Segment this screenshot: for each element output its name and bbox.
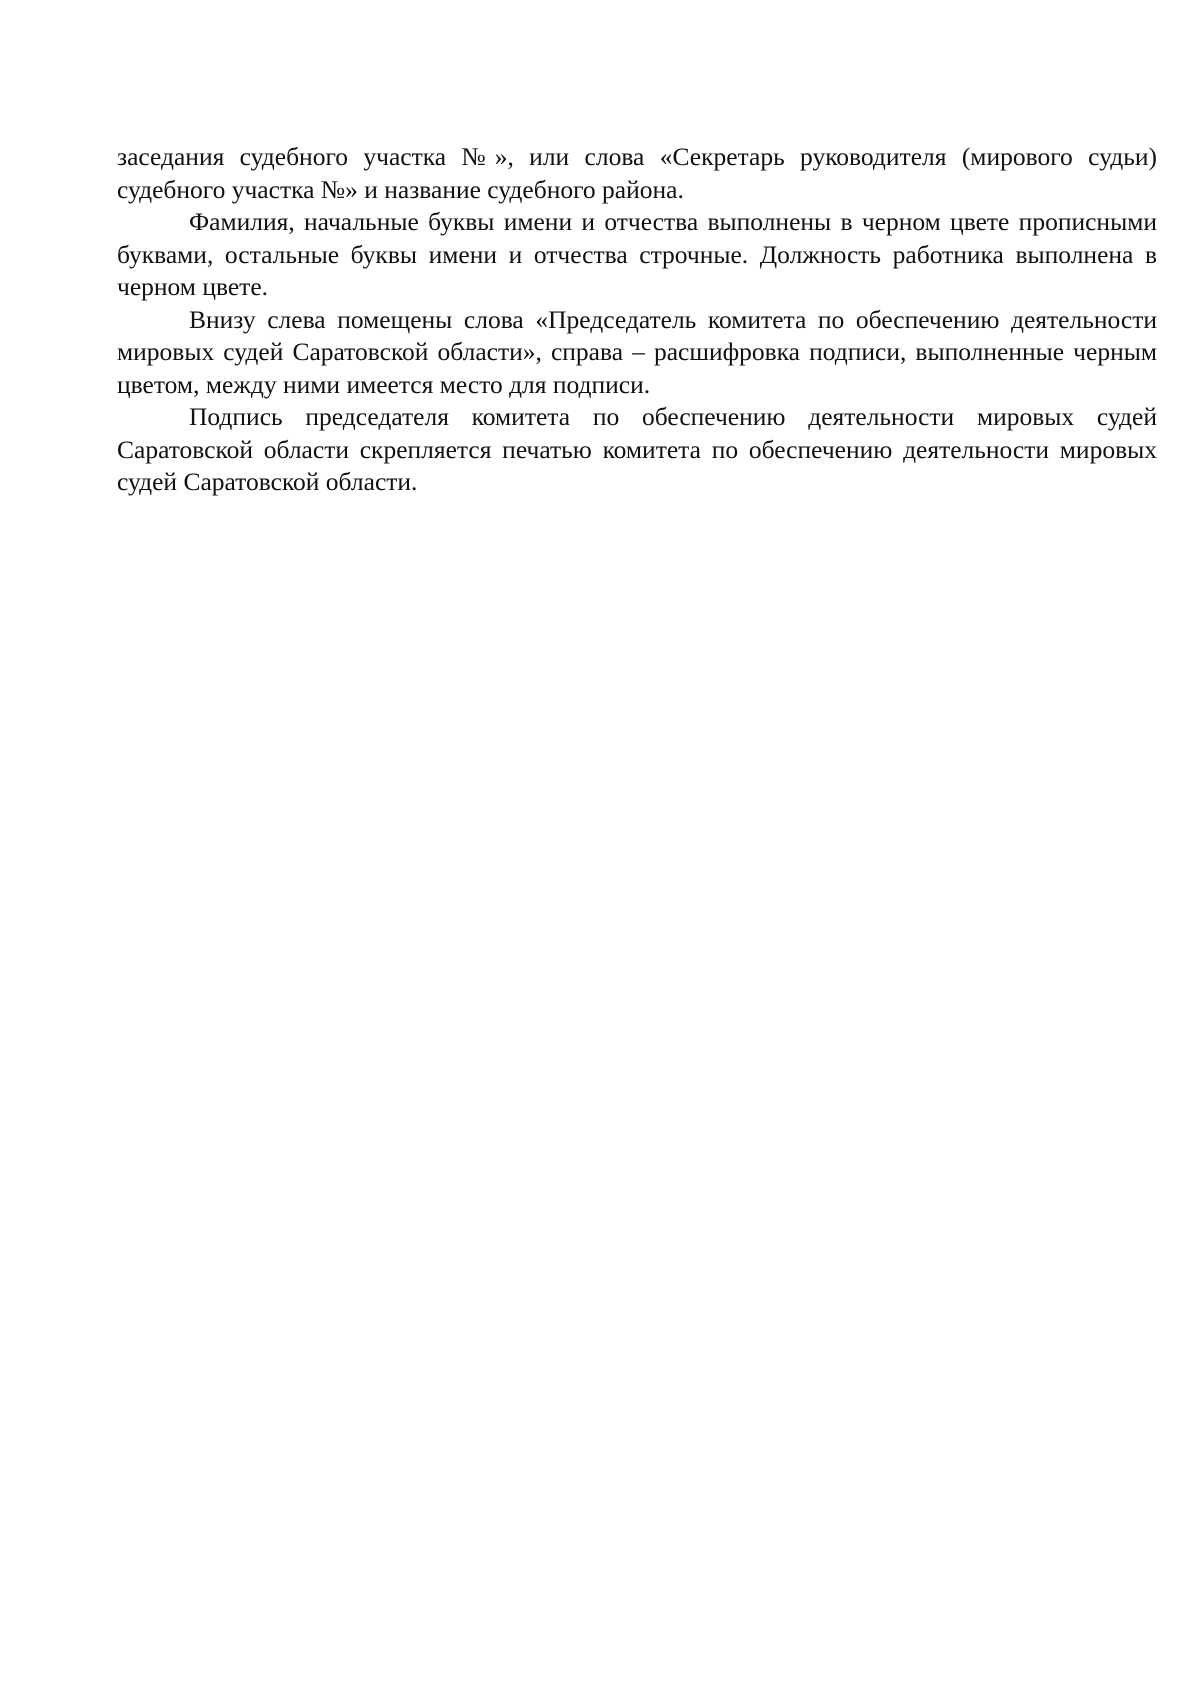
paragraph-continuation: заседания судебного участка №», или слова «Секретарь руководителя (мирового судьи) судебного участка №» и название судебного района. (117, 142, 1157, 204)
document-body (117, 141, 1157, 499)
paragraph-signature-layout: Внизу слева помещены слова «Председатель комитета по обеспечению деятельности мировых судей Саратовской области», справа – расшифровка подписи, выполненные черным цветом, между ними имеется место для подписи. (117, 304, 1157, 399)
paragraph-seal: Подпись председателя комитета по обеспечению деятельности мировых судей Саратовской области скрепляется печатью комитета по обеспечению деятельности мировых судей Саратовской области. (117, 402, 1157, 496)
paragraph-name-format: Фамилия, начальные буквы имени и отчества выполнены в черном цвете прописными буквами, остальные буквы имени и отчества строчные. Должность работника выполнена в черном цвете. (117, 207, 1157, 301)
